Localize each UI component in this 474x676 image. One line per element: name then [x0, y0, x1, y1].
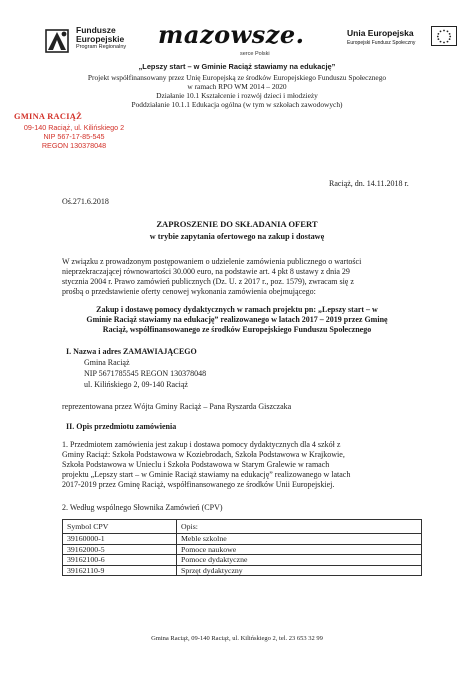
- stamp-nip: NIP 567-17-85-545: [43, 132, 105, 141]
- unia-europejska-logo: [347, 26, 455, 56]
- project-line-3: Działanie 10.1 Kształcenie i rozwój dzieci i młodzieży: [156, 91, 318, 100]
- cpv-table: [62, 519, 422, 576]
- cpv-description: Pomoce naukowe: [177, 544, 422, 555]
- intro-line: prośbą o przedstawienie oferty cenowej wykonania zamówienia obejmującego:: [62, 287, 316, 296]
- section-1-name: Gmina Raciąż: [84, 358, 130, 367]
- table-row: [63, 534, 422, 545]
- cpv-code: 39162100-6: [63, 555, 177, 566]
- subject-line: Zakup i dostawę pomocy dydaktycznych w ramach projektu pn: „Lepszy start – w: [96, 305, 378, 314]
- subject-line: Gminie Raciąż stawiamy na edukację” realizowanego w latach 2017 – 2019 przez Gminę: [86, 315, 388, 324]
- table-header-row: [63, 520, 422, 534]
- intro-paragraph: [62, 257, 361, 297]
- project-line-1: Projekt współfinansowany przez Unię Europejską ze środków Europejskiego Funduszu Społecznego: [87, 73, 387, 82]
- represented-by: reprezentowana przez Wójta Gminy Raciąż – Pana Ryszarda Giszczaka: [62, 402, 292, 411]
- project-line-2: w ramach RPO WM 2014 – 2020: [187, 82, 287, 91]
- document-subtitle: w trybie zapytania ofertowego na zakup i dostawę: [149, 232, 325, 241]
- table-row: [63, 555, 422, 566]
- cpv-description: Meble szkolne: [177, 534, 422, 545]
- page-footer: Gmina Raciąż, 09-140 Raciąż, ul. Kilińskiego 2, tel. 23 653 32 99: [151, 635, 323, 642]
- fe-star-icon: [44, 26, 72, 56]
- project-title: „Lepszy start – w Gminie Raciąż stawiamy na edukację”: [138, 62, 336, 71]
- section-2-line: Szkoła Podstawowa w Unieclu i Szkoła Podstawowa w Starym Gralewie w ramach: [62, 460, 330, 469]
- section-1-ids: NIP 5671785545 REGON 130378048: [84, 369, 207, 378]
- stamp-title: GMINA RACIĄŻ: [14, 112, 83, 121]
- table-header-cell: Opis:: [177, 520, 422, 534]
- intro-line: W związku z prowadzonym postępowaniem o udzielenie zamówienia publicznego o wartości: [62, 257, 362, 266]
- subject-block: [0, 305, 474, 335]
- fe-line2: Europejskie: [76, 33, 125, 44]
- fe-line3: Program Regionalny: [76, 44, 127, 50]
- stamp-regon: REGON 130378048: [41, 141, 107, 150]
- ue-line1: Unia Europejska: [347, 28, 414, 38]
- section-2-line: 1. Przedmiotem zamówienia jest zakup i dostawa pomocy dydaktycznych dla 4 szkół z: [62, 440, 341, 449]
- mazowsze-logo: [158, 20, 305, 57]
- table-row: [63, 565, 422, 576]
- document-title: ZAPROSZENIE DO SKŁADANIA OFERT: [156, 219, 318, 229]
- section-2-heading: II. Opis przedmiotu zamówienia: [66, 422, 177, 431]
- project-line-4: Poddziałanie 10.1.1 Edukacja ogólna (w tym w szkołach zawodowych): [131, 100, 343, 109]
- cpv-code: 39160000-1: [63, 534, 177, 545]
- subject-line: Raciąż, współfinansowanego ze środków Europejskiego Funduszu Społecznego: [102, 325, 372, 334]
- cpv-description: Pomoce dydaktyczne: [177, 555, 422, 566]
- intro-line: stycznia 2004 r. Prawo zamówień publicznych (Dz. U. z 2017 r., poz. 1579), zwracam się z: [62, 277, 354, 286]
- section-2-line: Gminy Raciąż: Szkoła Podstawowa w Koziebrodach, Szkoła Podstawowa w Krajkowie,: [62, 450, 345, 459]
- cpv-code: 39162110-9: [63, 565, 177, 576]
- cpv-code: 39162000-5: [63, 544, 177, 555]
- table-header-cell: Symbol CPV: [63, 520, 177, 534]
- stamp-address: 09-140 Raciąż, ul. Kilińskiego 2: [23, 123, 125, 132]
- cpv-intro: 2. Według wspólnego Słownika Zamówień (CPV): [62, 503, 223, 512]
- section-2-line: 2017-2019 przez Gminę Raciąż, współfinansowanego ze środków Unii Europejskiej.: [62, 480, 335, 489]
- section-2-line: projektu „Lepszy start – w Gminie Raciąż stawiamy na edukację” realizowanego w latach: [62, 470, 351, 479]
- section-1-address: ul. Kilińskiego 2, 09-140 Raciąż: [84, 380, 188, 389]
- section-1-heading: I. Nazwa i adres ZAMAWIAJĄCEGO: [66, 347, 197, 356]
- intro-line: nieprzekraczającej równowartości 30.000 euro, na podstawie art. 4 pkt 8 ustawy z dnia 29: [62, 267, 350, 276]
- table-row: [63, 544, 422, 555]
- cpv-description: Sprzęt dydaktyczny: [177, 565, 422, 576]
- eu-flag-icon: [431, 26, 457, 46]
- fundusze-europejskie-logo: [44, 26, 144, 58]
- mazowsze-tagline: serce Polski: [240, 51, 270, 57]
- section-2-paragraph: [62, 440, 350, 490]
- reference-number: Oś.271.6.2018: [62, 197, 109, 206]
- place-date: Raciąż, dn. 14.11.2018 r.: [329, 179, 409, 188]
- mazowsze-word: mazowsze.: [158, 20, 305, 49]
- fe-line1: Fundusze: [76, 25, 116, 35]
- ue-line2: Europejski Fundusz Społeczny: [347, 40, 416, 46]
